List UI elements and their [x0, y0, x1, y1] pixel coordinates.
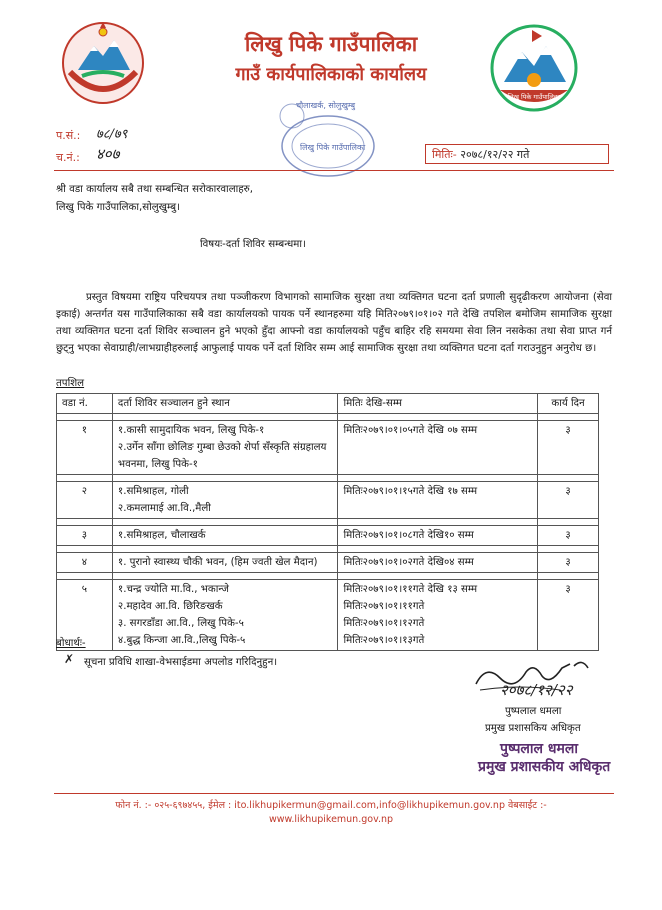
schedule-heading: तपशिल [56, 378, 85, 389]
ps-label: प.सं.: [56, 129, 81, 142]
table-row: ४ १. पुरानो स्वास्थ्य चौकी भवन, (हिम ज्वती खेल मैदान) मितिः२०७९।०१।०२गते देखि०४ सम्म ३ [57, 553, 599, 573]
table-header-row [57, 394, 599, 414]
header-divider [54, 170, 614, 171]
place-item: ४.बुद्ध किन्जा आ.वि.,लिखु पिके-५ [117, 635, 246, 646]
signatory-title: प्रमुख प्रशासकिय अधिकृत [485, 723, 581, 734]
footer-website: www.likhupikemun.gov.np [268, 814, 394, 825]
table-row: ५ १.चन्द्र ज्योति मा.वि., भकान्जे २.महादेव आ.वि. छिरिङखर्क ३. सगरडाँडा आ.वि., लिखु पिके-५ ४.बुद्ध किन्जा आ.वि.,लिखु पिके-५ मितिः२०७९।०१।११गते देखि १३ सम्म मितिः२०७९।०१।११गते मितिः२०७९।०१।१२गते मितिः२०७९।०१।१३गते ३ [57, 580, 599, 651]
subject-line: विषयः-दर्ता शिविर सम्बन्धमा। [200, 239, 306, 250]
recipient-line-2: लिखु पिके गाउँपालिका,सोलुखुम्बु। [56, 202, 180, 213]
place-item: १.कासी सामुदायिक भवन, लिखु पिके-१ [117, 425, 265, 436]
cc-item: सूचना प्रविधि शाखा-वेभसाईडमा अपलोड गरिदिनुहुन। [84, 657, 278, 668]
place-item: २.उर्गेन साँगा छोलिङ गुम्बा छेउको शेर्पा सँस्कृति संग्रहालय भवनमा, लिखु पिके-१ [117, 442, 327, 470]
place-item: १.समिश्राहल, गोली [117, 486, 189, 497]
date-item: मितिः२०७९।०१।११गते [343, 601, 425, 612]
signature-date: २०७८/१२/२२ [500, 681, 573, 699]
place-item: २.महादेव आ.वि. छिरिङखर्क [117, 601, 223, 612]
place-item: १.चन्द्र ज्योति मा.वि., भकान्जे [117, 584, 229, 595]
office-stamp [266, 98, 378, 178]
office-subtitle: गाउँ कार्यपालिकाको कार्यालय [235, 64, 427, 85]
col-ward: वडा नं. [57, 394, 113, 414]
place-item: १. पुरानो स्वास्थ्य चौकी भवन, (हिम ज्वती खेल मैदान) [117, 557, 318, 568]
date-item: मितिः२०७९।०१।०८गते देखि१० सम्म [343, 530, 474, 541]
place-item: ३. सगरडाँडा आ.वि., लिखु पिके-५ [117, 618, 244, 629]
cn-value: ४०७ [96, 145, 120, 163]
ps-value: ७८/७९ [96, 127, 128, 142]
date-item: मितिः२०७९।०१।०५गते देखि ०७ सम्म [343, 425, 478, 436]
col-days: कार्य दिन [538, 394, 599, 414]
stamp-name: पुष्पलाल धमला [500, 741, 578, 757]
place-item: १.समिश्राहल, चौलाखर्क [117, 530, 206, 541]
page-title: लिखु पिके गाउँपालिका [244, 32, 418, 56]
col-dates: मितिः देखि-सम्म [338, 394, 538, 414]
date-item: मितिः२०७९।०१।१३गते [343, 635, 425, 646]
table-row: २ १.समिश्राहल, गोली २.कमलामाई आ.वि.,मैली मितिः२०७९।०१।१५गते देखि १७ सम्म ३ [57, 482, 599, 519]
recipient-line-1: श्री वडा कार्यालय सबै तथा सम्बन्धित सरोकारवालाहरु, [56, 184, 253, 195]
logo-caption: लिखु पिके गाउँपालिका [507, 93, 561, 101]
date-item: मितिः२०७९।०१।१२गते [343, 618, 425, 629]
body-paragraph: प्रस्तुत विषयमा राष्ट्रिय परिचयपत्र तथा पञ्जीकरण विभागको सामाजिक सुरक्षा तथा व्यक्तिगत घटना दर्ता प्रणाली सुदृढीकरण आयोजना (सेवा इकाई) अन्तर्गत यस गाउँपालिकाका सबै वडा कार्यालयको पायक पर्ने स्थानहरुमा यहि मिति२०७९।०१।०२ गते देखि तपशिल बमोजिम सामाजिक सुरक्षा तथा व्यक्तिगत घटना दर्ता शिविर सञ्चालन हुने भएको हुँदा आफ्नो वडा कार्यालयको पहुँच बाहिर रहि समयमा सेवा लिन नसकेका तथा सेवा प्राप्त गर्न छुट्नु भएका सेवाग्राही/लाभग्राहीहरुलाई आफुलाई पायक पर्ने दर्ता शिविर सम्म आई सामाजिक सुरक्षा तथा व्यक्तिगत घटना दर्ता गराउनुहुन अनुरोध छ। [56, 292, 612, 354]
municipality-logo [486, 22, 582, 118]
signatory-name: पुष्पलाल धमला [505, 706, 562, 717]
cn-label: च.नं.: [56, 151, 80, 164]
stamp-line-2: लिखु पिके गाउँपालिका [300, 143, 366, 152]
stamp-title: प्रमुख प्रशासकीय अधिकृत [478, 759, 611, 775]
date-item: मितिः२०७९।०१।११गते देखि १३ सम्म [343, 584, 478, 595]
footer-divider [54, 793, 614, 794]
table-row: ३ १.समिश्राहल, चौलाखर्क मितिः२०७९।०१।०८गते देखि१० सम्म ३ [57, 526, 599, 546]
schedule-table [56, 393, 599, 651]
municipality-logo-icon [486, 22, 582, 118]
date-item: मितिः२०७९।०१।१५गते देखि १७ सम्म [343, 486, 478, 497]
check-mark-icon: ✗ [64, 652, 75, 666]
date-value: २०७८/१२/२२ गते [460, 148, 530, 161]
table-row: १ १.कासी सामुदायिक भवन, लिखु पिके-१ २.उर्गेन साँगा छोलिङ गुम्बा छेउको शेर्पा सँस्कृति संग्रहालय भवनमा, लिखु पिके-१ मितिः२०७९।०१।०५गते देखि ०७ सम्म ३ [57, 421, 599, 475]
footer-contact: फोन नं. :- ०२५-६९७४५५, ईमेल : ito.likhupikermun@gmail.com,info@likhupikemun.gov.np वेबसाईट :- [115, 800, 547, 811]
col-place: दर्ता शिविर सञ्चालन हुने स्थान [112, 394, 338, 414]
date-box [425, 144, 609, 164]
place-item: २.कमलामाई आ.वि.,मैली [117, 503, 211, 514]
date-label: मितिः- [432, 148, 457, 161]
signature-stamp [478, 740, 610, 776]
cc-heading: बोधार्थः- [56, 638, 86, 649]
date-item: मितिः२०७९।०१।०२गते देखि०४ सम्म [343, 557, 474, 568]
stamp-line-1: चौलाखर्क, सोलुखुम्बु [296, 101, 356, 110]
